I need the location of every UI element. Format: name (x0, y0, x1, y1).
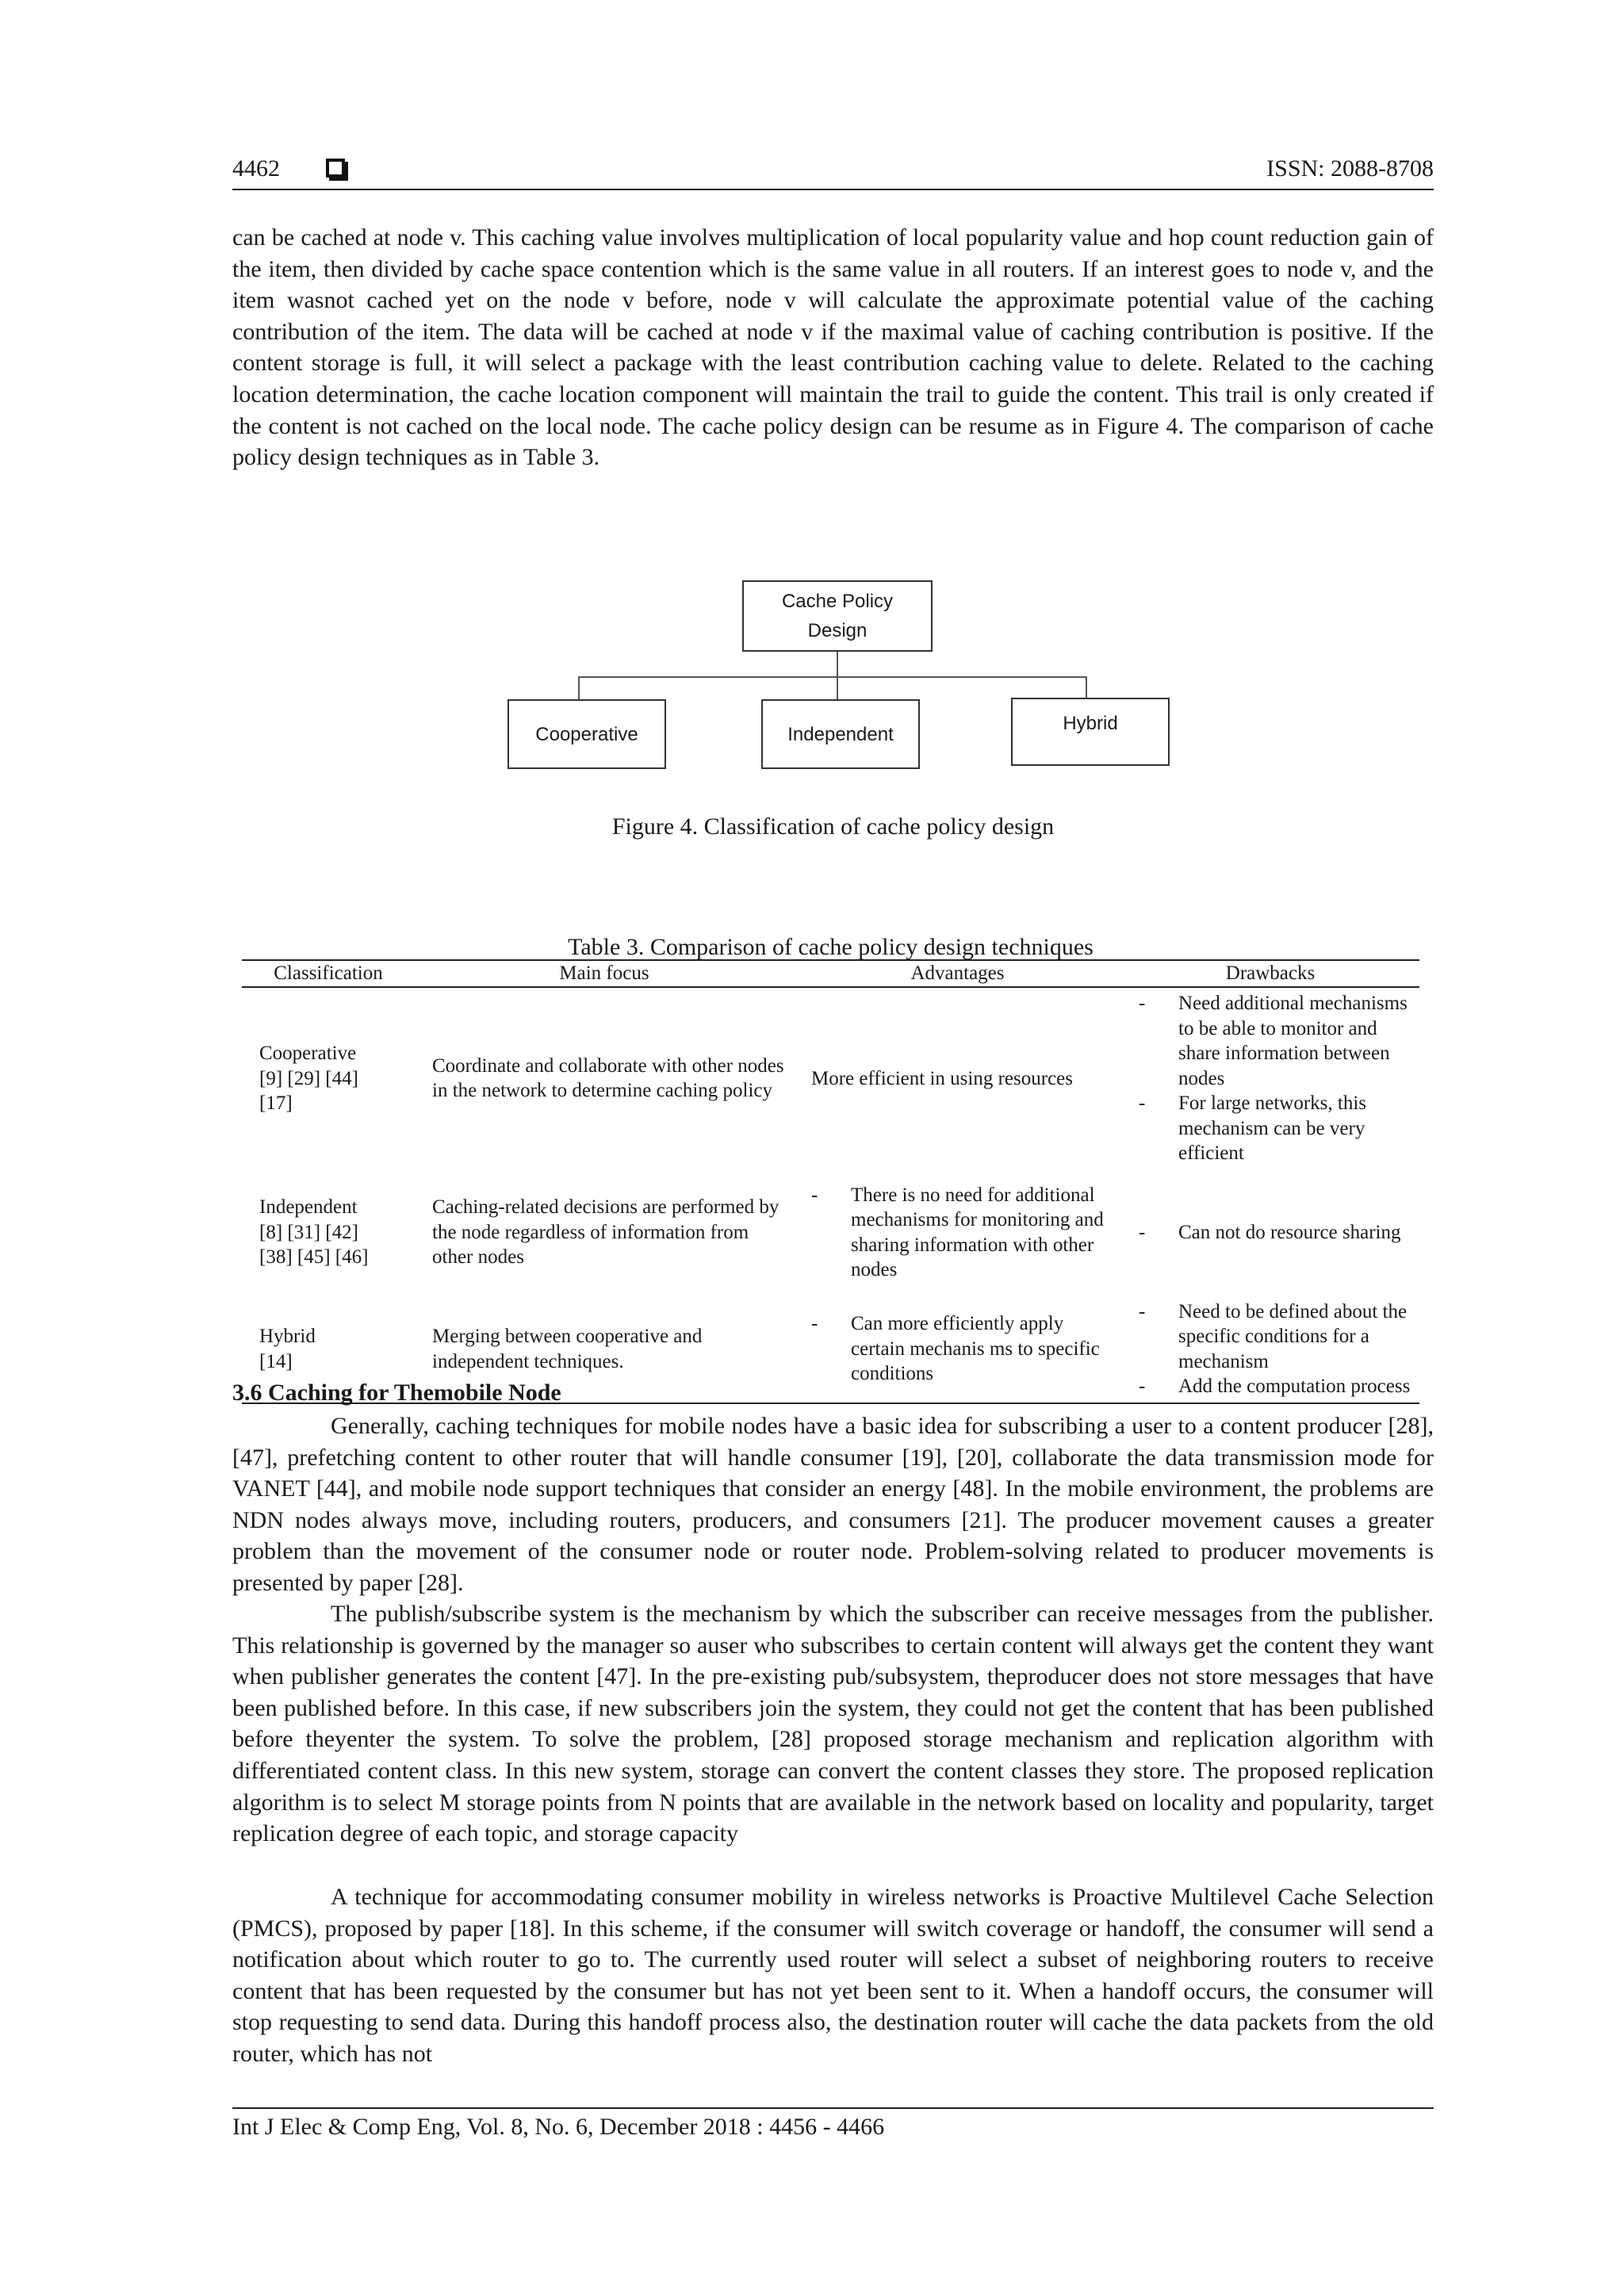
classification-name: Independent (259, 1196, 358, 1219)
table-title: Table 3. Comparison of cache policy design techniques (568, 934, 1094, 960)
classification-refs: [38] [45] [46] (259, 1246, 369, 1269)
advantage-item: - Can more efficiently apply certain mechanis ms to specific conditions (811, 1311, 1116, 1387)
advantage-item: - There is no need for additional mechanisms for monitoring and sharing information with other nodes (811, 1183, 1116, 1283)
node-hybrid: Hybrid (1011, 698, 1170, 766)
table-row (242, 1169, 1419, 1296)
section-heading: 3.6 Caching for Themobile Node (232, 1380, 561, 1406)
cell-main-focus: Caching-related decisions are performed by the node regardless of information from other nodes (432, 1196, 779, 1269)
drawback-item: - Need to be defined about the specific conditions for a mechanism (1139, 1299, 1415, 1375)
connector-root (837, 652, 838, 677)
table-row (242, 987, 1419, 1169)
classification-refs: [17] (259, 1093, 293, 1114)
cell-classification (242, 1169, 415, 1296)
connector-right (1086, 676, 1087, 700)
connector-middle (837, 676, 838, 700)
classification-name: Hybrid (259, 1326, 316, 1347)
node-cache-policy-design (742, 580, 933, 652)
cell-advantage: More efficient in using resources (811, 1067, 1073, 1089)
checkbox-square-icon (326, 159, 345, 178)
header-main-focus: Main focus (415, 960, 794, 987)
page-footer (232, 2107, 1434, 2141)
drawback-item: - Add the computation process (1139, 1374, 1415, 1399)
table-3 (242, 936, 1419, 1404)
header-drawbacks: Drawbacks (1121, 960, 1419, 987)
drawback-item: - Can not do resource sharing (1139, 1220, 1415, 1246)
header-advantages: Advantages (794, 960, 1121, 987)
node-cooperative: Cooperative (508, 699, 666, 769)
drawback-item: - For large networks, this mechanism can be very efficient (1139, 1091, 1415, 1166)
cell-drawbacks (1121, 987, 1419, 1169)
page-header (232, 155, 1434, 190)
cell-advantage (794, 1296, 1121, 1403)
node-independent: Independent (761, 699, 920, 769)
page-number: 4462 (232, 155, 280, 182)
cell-main-focus: Coordinate and collaborate with other nodes in the network to determine caching policy (432, 1054, 784, 1102)
connector-left (578, 676, 580, 700)
table-header-row (242, 960, 1419, 987)
cell-classification (242, 987, 415, 1169)
node-root-line1: Cache Policy (781, 591, 894, 612)
section-paragraph-3: A technique for accommodating consumer mobility in wireless networks is Proactive Multilevel Cache Selection (PMCS), proposed by paper [18]. In this scheme, if the consumer will switch coverage or handoff, the consumer will send a notification about which router to go to. The currently used router will select a subset of neighboring routers to receive content that has been requested by the consumer but has not yet been sent to it. When a handoff occurs, the consumer will stop requesting to send data. During this handoff process also, the destination router will cache the data packets from the old router, which has not (232, 1884, 1434, 2067)
classification-refs: [8] [31] [42] (259, 1221, 358, 1243)
intro-paragraph: can be cached at node v. This caching value involves multiplication of local popularity value and hop count reduction gain of the item, then divided by cache space contention which is the same value in all routers. If an interest goes to node v, and the item wasnot cached yet on the node v before, node v will calculate the approximate potential value of the caching contribution of the item. The data will be cached at node v if the maximal value of caching contribution is positive. If the content storage is full, it will select a package with the least contribution caching value to delete. Related to the caching location determination, the cache location component will maintain the trail to guide the content. This trail is only created if the content is not cached on the local node. The cache policy design can be resume as in Figure 4. The comparison of cache policy design techniques as in Table 3. (232, 224, 1434, 471)
cell-drawbacks (1121, 1169, 1419, 1296)
comparison-table (242, 959, 1419, 1404)
section-paragraph-1: Generally, caching techniques for mobile nodes have a basic idea for subscribing a user to a content producer [28], [47], prefetching content to other router that will handle consumer [19], [20], collaborate the data transmission mode for VANET [44], and mobile node support techniques that consider an energy [48]. In the mobile environment, the problems are NDN nodes always move, including routers, producers, and consumers [21]. The producer movement causes a greater problem than the movement of the consumer node or router node. Problem-solving related to producer movements is presented by paper [28]. (232, 1413, 1434, 1596)
node-root-line2: Design (807, 620, 868, 641)
journal-citation: Int J Elec & Comp Eng, Vol. 8, No. 6, December 2018 : 4456 - 4466 (232, 2114, 885, 2140)
classification-refs: [14] (259, 1350, 293, 1372)
drawback-item: - Need additional mechanisms to be able to monitor and share information between nodes (1139, 991, 1415, 1091)
classification-refs: [9] [29] [44] (259, 1067, 358, 1089)
cell-drawbacks (1121, 1296, 1419, 1403)
section-paragraph-2: The publish/subscribe system is the mechanism by which the subscriber can receive messages from the publisher. This relationship is governed by the manager so auser who subscribes to certain content will always get the content they want when publisher generates the content [47]. In the pre-existing pub/subsystem, theproducer does not store messages that have been published before. In this case, if new subscribers join the system, they could not get the content that has been published before theyenter the system. To solve the problem, [28] proposed storage mechanism and replication algorithm with differentiated content class. In this new system, storage can convert the content classes they store. The proposed replication algorithm is to select M storage points from N points that are available in the network based on locality and popularity, target replication degree of each topic, and storage capacity (232, 1601, 1434, 1847)
cell-advantage (794, 1169, 1121, 1296)
issn: ISSN: 2088-8708 (1266, 155, 1434, 182)
figure-caption: Figure 4. Classification of cache policy design (611, 813, 1055, 840)
header-classification: Classification (242, 960, 415, 987)
classification-name: Cooperative (259, 1043, 357, 1064)
cell-main-focus: Merging between cooperative and independent techniques. (415, 1296, 794, 1403)
connector-horizontal (578, 676, 1087, 678)
